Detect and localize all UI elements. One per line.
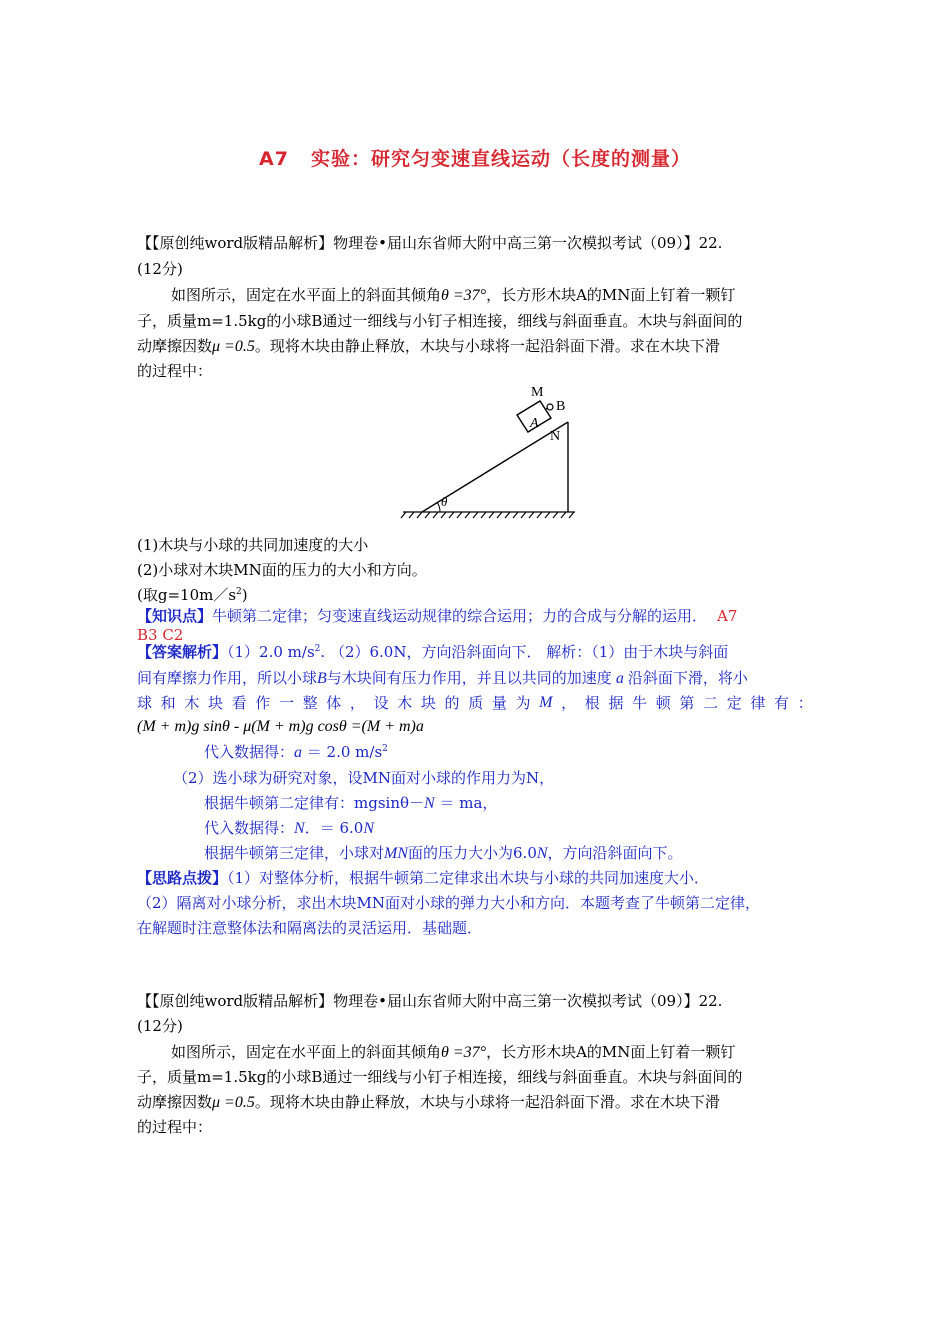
justified-char: M	[539, 694, 553, 711]
given-g: (取$g=10m/s^2$)	[137, 586, 248, 604]
tip-line-2: （2）隔离对小球分析，求出木块MN面对小球的弹力大小和方向．本题考查了牛顿第二定律，	[137, 894, 761, 912]
title-text: 实验：研究匀变速直线运动（长度的测量）	[310, 148, 691, 170]
justified-char: 质	[468, 694, 484, 712]
problem-stem-line-3	[137, 335, 720, 358]
problem-stem-repeat-1: 如图所示，固定在水平面上的斜面其倾角θ =37°，长方形木块A的MN面上钉着一颗钉	[171, 1043, 736, 1061]
justified-char: 量	[491, 694, 507, 712]
justified-char: 木	[184, 694, 200, 712]
justified-char: 整	[302, 694, 318, 712]
justified-char: 一	[278, 694, 294, 712]
justified-char: 根	[584, 694, 600, 712]
angle-arc	[437, 502, 440, 512]
justified-char: 定	[726, 694, 742, 712]
justified-char: 二	[703, 694, 719, 712]
tip-label: 【思路点拨】	[137, 869, 228, 887]
ball-b	[547, 404, 553, 410]
justified-char: ，	[561, 694, 577, 712]
label-a: A	[530, 416, 539, 431]
problem-stem-line-1	[171, 284, 735, 307]
answer-line-2: 间有摩擦力作用，所以小球B与木块间有压力作用，并且以共同的加速度 a 沿斜面下滑，将小	[137, 669, 748, 687]
stem-mu: μ =0.5	[212, 338, 255, 355]
justified-char: ：	[797, 694, 813, 712]
part2-intro: （2）选小球为研究对象，设MN面对小球的作用力为N，	[173, 769, 555, 787]
label-m: M	[531, 385, 544, 400]
problem-source: 【【原创纯word版精品解析】物理卷•届山东省师大附中高三第一次模拟考试（09）】22.	[137, 234, 723, 252]
problem-stem-repeat-3: 动摩擦因数μ =0.5。现将木块由静止释放，木块与小球将一起沿斜面下滑。求在木块下滑	[137, 1093, 720, 1111]
tip-line-3: 在解题时注意整体法和隔离法的灵活运用．基础题．	[137, 919, 483, 937]
kp-label: 【知识点】	[137, 607, 213, 625]
label-n: N	[550, 429, 561, 444]
problem-stem-repeat-2: 子，质量m=1.5kg的小球B通过一细线与小钉子相连接，细线与斜面垂直。木块与斜面间的	[137, 1068, 743, 1086]
justified-char: 木	[397, 694, 413, 712]
equation: (M + m)g sinθ - μ(M + m)g cosθ =(M + m)a	[137, 718, 424, 735]
kp-code: A7	[717, 607, 738, 625]
justified-char: 作	[255, 694, 271, 712]
answer-line-1: 【答案解析】（1）2.0 $m/s^2$. （2）6.0N，方向沿斜面向下． 解析：（1）由于木块与斜面	[137, 643, 729, 661]
part2-substitute: 代入数据得：N．＝ 6.0N	[204, 819, 374, 837]
problem-points-repeat: (12分)	[137, 1017, 183, 1035]
part2-newton2: 根据牛顿第二定律有：mgsinθ－N ＝ ma，	[204, 794, 498, 812]
stem-theta: θ =37°	[441, 287, 487, 304]
ground-hatch	[401, 512, 575, 518]
justified-char: 据	[608, 694, 624, 712]
label-theta: θ	[441, 494, 448, 509]
justified-char: 设	[373, 694, 389, 712]
justified-char: ，	[349, 694, 365, 712]
problem-points: (12分)	[137, 260, 183, 278]
justified-char: 的	[444, 694, 460, 712]
justified-char: 为	[515, 694, 531, 712]
part2-newton3: 根据牛顿第三定律，小球对MN面的压力大小为6.0N，方向沿斜面向下。	[204, 844, 683, 862]
title-code: A7	[259, 148, 289, 170]
problem-stem-repeat-4: 的过程中：	[137, 1118, 213, 1136]
justified-char: 块	[207, 694, 223, 712]
substitute-1: 代入数据得：a ＝ 2.0 $m/s^2$	[204, 743, 388, 761]
question-2: (2)小球对木块MN面的压力的大小和方向。	[137, 561, 427, 579]
problem-stem-line-4: 的过程中：	[137, 362, 213, 380]
justified-char: 有	[774, 694, 790, 712]
answer-label: 【答案解析】	[137, 643, 228, 661]
incline-figure	[400, 380, 580, 520]
stem-text: ，长方形木块A的MN面上钉着一颗钉	[486, 286, 736, 304]
justified-char: 块	[420, 694, 436, 712]
justified-char: 和	[160, 694, 176, 712]
label-b: B	[556, 399, 566, 414]
stem-text: 。现将木块由静止释放，木块与小球将一起沿斜面下滑。求在木块下滑	[254, 337, 720, 355]
justified-char: 看	[231, 694, 247, 712]
justified-char: 球	[137, 694, 153, 712]
stem-text: 如图所示，固定在水平面上的斜面其倾角	[171, 286, 442, 304]
stem-text: 动摩擦因数	[137, 337, 213, 355]
question-1: (1)木块与小球的共同加速度的大小	[137, 536, 369, 554]
answer-line-3	[137, 692, 813, 714]
tip-line-1: 【思路点拨】（1）对整体分析，根据牛顿第二定律求出木块与小球的共同加速度大小．	[137, 869, 710, 887]
justified-char: 顿	[655, 694, 671, 712]
knowledge-point	[137, 605, 737, 627]
justified-char: 律	[750, 694, 766, 712]
knowledge-codes: B3 C2	[137, 626, 184, 644]
problem-source-repeat: 【【原创纯word版精品解析】物理卷•届山东省师大附中高三第一次模拟考试（09）】22.	[137, 992, 723, 1010]
page-title	[0, 144, 950, 171]
justified-char: 第	[679, 694, 695, 712]
justified-char: 牛	[632, 694, 648, 712]
problem-stem-line-2: 子，质量m=1.5kg的小球B通过一细线与小钉子相连接，细线与斜面垂直。木块与斜面间的	[137, 312, 743, 330]
kp-text: 牛顿第二定律；匀变速直线运动规律的综合运用；力的合成与分解的运用．	[212, 607, 708, 625]
justified-char: 体	[326, 694, 342, 712]
